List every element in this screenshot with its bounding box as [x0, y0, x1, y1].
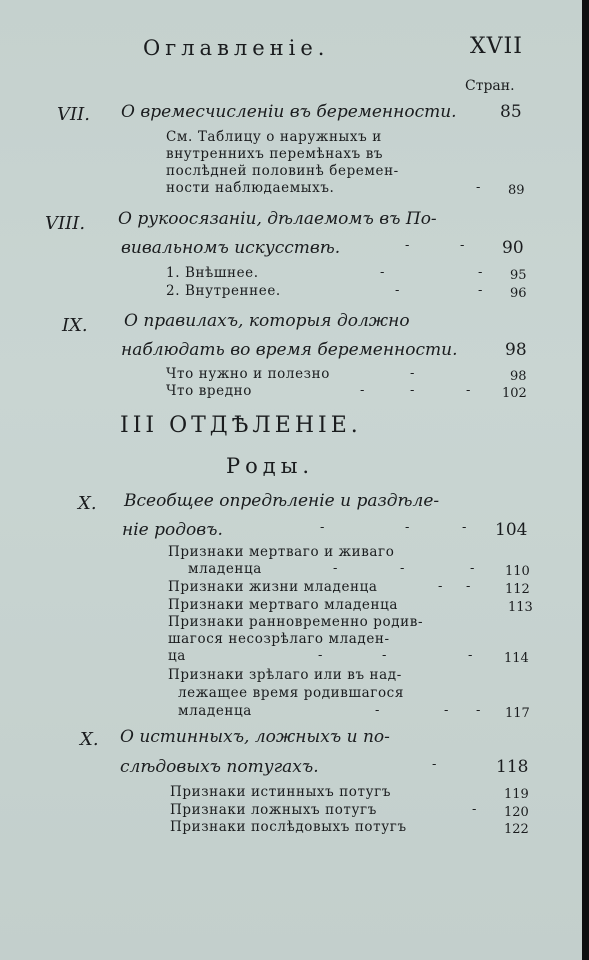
sub-entry-line: Признаки жизни младенца — [168, 579, 378, 595]
sub-entry-page-number: 113 — [508, 600, 533, 615]
chapter-numeral: VII. — [57, 104, 90, 125]
sub-entry-line: Признаки послѣдовыхъ потугъ — [170, 819, 407, 835]
section-subtitle: Роды. — [226, 454, 315, 478]
leader-dash: - — [460, 238, 465, 253]
chapter-page-number: 98 — [505, 340, 527, 360]
sub-entry-page-number: 119 — [504, 787, 529, 802]
chapter-page-number: 104 — [495, 520, 528, 540]
leader-dash: - — [318, 648, 323, 663]
leader-dash: - — [478, 283, 483, 298]
leader-dash: - — [470, 561, 475, 576]
chapter-page-number: 85 — [500, 102, 522, 122]
sub-entry-line: младенца — [178, 703, 252, 719]
leader-dash: - — [360, 383, 365, 398]
chapter-title-continuation: вивальномъ искусствѣ. — [121, 238, 341, 258]
leader-dash: - — [320, 520, 325, 535]
sub-entry-line: 1. Внѣшнее. — [166, 265, 259, 281]
chapter-numeral: VIII. — [45, 213, 86, 234]
chapter-page-number: 90 — [502, 238, 524, 258]
section-title: III ОТДѢЛЕНІЕ. — [120, 413, 362, 438]
leader-dash: - — [432, 757, 437, 772]
sub-entry-page-number: 114 — [504, 651, 529, 666]
sub-entry-line: шагося несозрѣлаго младен- — [168, 631, 390, 647]
chapter-numeral: X. — [78, 493, 97, 514]
sub-entry-page-number: 120 — [504, 805, 529, 820]
sub-entry-line: Что вредно — [166, 383, 252, 399]
leader-dash: - — [468, 648, 473, 663]
page-folio: XVII — [470, 34, 523, 59]
sub-entry-line: Признаки истинныхъ потугъ — [170, 784, 392, 800]
leader-dash: - — [395, 283, 400, 298]
leader-dash: - — [476, 703, 481, 718]
sub-entry-line: ца — [168, 648, 186, 664]
page-edge-shadow — [582, 0, 589, 960]
page-header-title: Оглавленіе. — [143, 36, 330, 60]
leader-dash: - — [472, 802, 477, 817]
sub-entry-page-number: 117 — [505, 706, 530, 721]
chapter-title: О истинныхъ, ложныхъ и по- — [120, 727, 390, 747]
sub-entry-line: Признаки зрѣлаго или въ над- — [168, 667, 402, 683]
sub-entry-line: Признаки ложныхъ потугъ — [170, 802, 377, 818]
sub-entry-line: См. Таблицу о наружныхъ и — [166, 129, 382, 145]
page-column-label: Стран. — [465, 78, 515, 94]
leader-dash: - — [333, 561, 338, 576]
sub-entry-page-number: 95 — [510, 268, 527, 283]
sub-entry-page-number: 96 — [510, 286, 527, 301]
sub-entry-page-number: 89 — [508, 183, 525, 198]
chapter-title: О времесчисленіи въ беременности. — [121, 102, 457, 122]
sub-entry-line: Признаки ранновременно родив- — [168, 614, 424, 630]
leader-dash: - — [466, 383, 471, 398]
leader-dash: - — [382, 648, 387, 663]
sub-entry-line: Что нужно и полезно — [166, 366, 330, 382]
chapter-page-number: 118 — [496, 757, 529, 777]
leader-dash: - — [410, 383, 415, 398]
chapter-title: О рукоосязаніи, дѣлаемомъ въ По- — [118, 209, 437, 229]
sub-entry-line: 2. Внутреннее. — [166, 283, 281, 299]
sub-entry-line: послѣдней половинѣ беремен- — [166, 163, 399, 179]
chapter-title-continuation: наблюдать во время беременности. — [121, 340, 458, 360]
sub-entry-line: лежащее время родившагося — [178, 685, 404, 701]
leader-dash: - — [400, 561, 405, 576]
leader-dash: - — [476, 180, 481, 195]
leader-dash: - — [405, 520, 410, 535]
sub-entry-line: ности наблюдаемыхъ. — [166, 180, 335, 196]
chapter-numeral: X. — [80, 729, 99, 750]
sub-entry-page-number: 110 — [505, 564, 530, 579]
leader-dash: - — [380, 265, 385, 280]
leader-dash: - — [375, 703, 380, 718]
sub-entry-page-number: 102 — [502, 386, 527, 401]
sub-entry-page-number: 122 — [504, 822, 529, 837]
sub-entry-line: Признаки мертваго младенца — [168, 597, 399, 613]
leader-dash: - — [466, 579, 471, 594]
sub-entry-page-number: 112 — [505, 582, 530, 597]
leader-dash: - — [410, 366, 415, 381]
leader-dash: - — [444, 703, 449, 718]
sub-entry-page-number: 98 — [510, 369, 527, 384]
leader-dash: - — [405, 238, 410, 253]
leader-dash: - — [438, 579, 443, 594]
chapter-title-continuation: слѣдовыхъ потугахъ. — [120, 757, 319, 777]
sub-entry-line: младенца — [188, 561, 262, 577]
chapter-numeral: IX. — [62, 315, 88, 336]
chapter-title-continuation: ніе родовъ. — [122, 520, 223, 540]
leader-dash: - — [462, 520, 467, 535]
chapter-title: Всеобщее опредѣленіе и раздѣле- — [124, 491, 440, 511]
leader-dash: - — [478, 265, 483, 280]
sub-entry-line: внутреннихъ перемѣнахъ въ — [166, 146, 384, 162]
chapter-title: О правилахъ, которыя должно — [124, 311, 410, 331]
sub-entry-line: Признаки мертваго и живаго — [168, 544, 395, 560]
